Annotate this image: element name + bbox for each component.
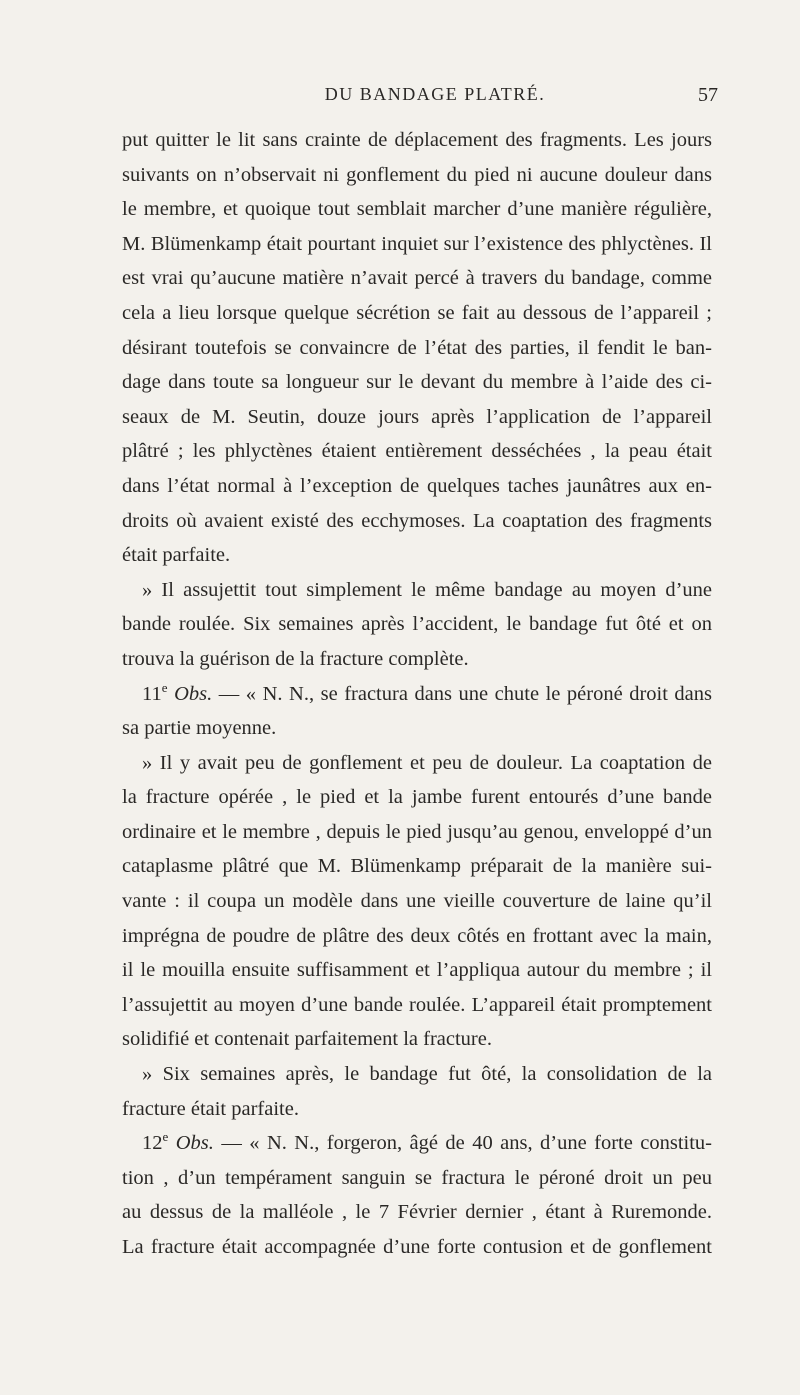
running-head (0, 84, 800, 114)
text-line: fracture était parfaite. (122, 1097, 299, 1120)
text-line: cela a lieu lorsque quelque sécrétion se fait au dessous de l’appareil ; (122, 301, 712, 324)
text-line: solidifié et contenait parfaitement la fracture. (122, 1028, 492, 1051)
text-line: suivants on n’observait ni gonflement du pied ni aucune douleur dans (122, 163, 712, 186)
text-line: désirant toutefois se convaincre de l’état des parties, il fendit le ban- (122, 336, 712, 359)
running-title: DU BANDAGE PLATRÉ. (324, 84, 546, 104)
text-line: imprégna de poudre de plâtre des deux côtés en frottant avec la main, (122, 924, 712, 947)
observation-ordinal-suffix: e (161, 679, 168, 695)
body-text (122, 123, 712, 1265)
observation-label: Obs. (175, 1132, 214, 1155)
text-line: bande roulée. Six semaines après l’accident, le bandage fut ôté et on (122, 613, 712, 636)
text-line: trouva la guérison de la fracture complète. (122, 647, 469, 670)
text-line: » Six semaines après, le bandage fut ôté, la consolidation de la (142, 1063, 712, 1086)
text-line: sa partie moyenne. (122, 717, 277, 740)
observation-heading-12 (122, 1126, 712, 1161)
text-line: dage dans toute sa longueur sur le devant du membre à l’aide des ci- (122, 371, 712, 394)
text-line: la fracture opérée , le pied et la jambe furent entourés d’une bande (122, 786, 712, 809)
observation-heading-11 (122, 677, 712, 712)
text-line: seaux de M. Seutin, douze jours après l’application de l’appareil (122, 405, 712, 428)
observation-text: — « N. N., se fractura dans une chute le péroné droit dans (218, 682, 713, 705)
text-line: l’assujettit au moyen d’une bande roulée. L’appareil était promptement (122, 993, 712, 1016)
text-line: » Il assujettit tout simplement le même bandage au moyen d’une (142, 578, 712, 601)
observation-number: 11 (142, 682, 162, 705)
text-line: était parfaite. (122, 544, 231, 567)
text-line: droits où avaient existé des ecchymoses. La coaptation des fragments (122, 509, 712, 532)
text-line: » Il y avait peu de gonflement et peu de douleur. La coaptation de (142, 751, 712, 774)
observation-ordinal-suffix: e (162, 1129, 169, 1145)
text-line: M. Blümenkamp était pourtant inquiet sur l’existence des phlyctènes. Il (122, 232, 712, 255)
observation-number: 12 (142, 1132, 163, 1155)
page-number: 57 (698, 84, 718, 106)
text-line: il le mouilla ensuite suffisamment et l’appliqua autour du membre ; il (122, 959, 712, 982)
text-line: tion , d’un tempérament sanguin se fractura le péroné droit un peu (122, 1166, 712, 1189)
text-line: dans l’état normal à l’exception de quelques taches jaunâtres aux en- (122, 474, 712, 497)
text-line: plâtré ; les phlyctènes étaient entièrement desséchées , la peau était (122, 440, 712, 463)
text-line: vante : il coupa un modèle dans une vieille couverture de laine qu’il (122, 890, 712, 913)
text-line: le membre, et quoique tout semblait marcher d’une manière régulière, (122, 198, 712, 221)
text-line: au dessus de la malléole , le 7 Février dernier , étant à Ruremonde. (122, 1201, 712, 1224)
text-line: ordinaire et le membre , depuis le pied jusqu’au genou, enveloppé d’un (122, 820, 712, 843)
observation-label: Obs. (174, 682, 213, 705)
text-line: put quitter le lit sans crainte de déplacement des fragments. Les jours (122, 129, 712, 151)
observation-text: — « N. N., forgeron, âgé de 40 ans, d’une forte constitu- (221, 1132, 713, 1155)
text-line: cataplasme plâtré que M. Blümenkamp préparait de la manière sui- (122, 855, 712, 878)
text-line: est vrai qu’aucune matière n’avait percé à travers du bandage, comme (122, 267, 712, 290)
text-line: La fracture était accompagnée d’une forte contusion et de gonflement (122, 1236, 712, 1258)
